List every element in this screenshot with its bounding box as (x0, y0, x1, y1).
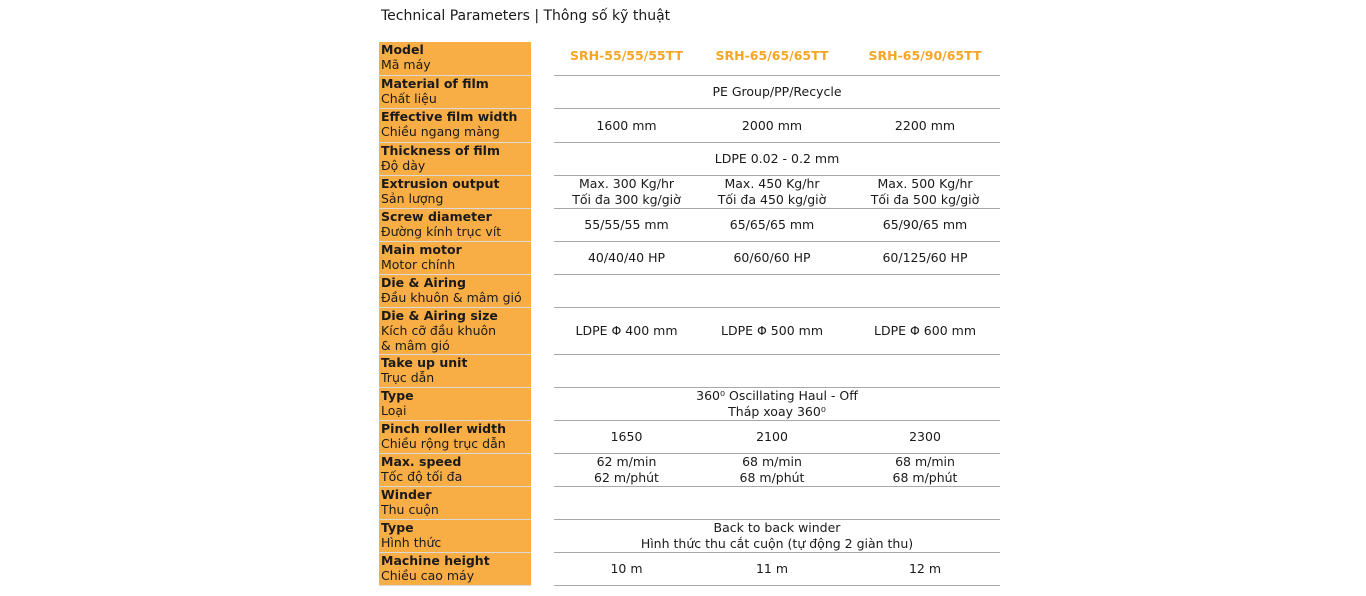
label-en: Max. speed (381, 454, 462, 469)
spec-row-motor (379, 242, 1000, 275)
label-en: Type (381, 520, 414, 535)
value-area (554, 308, 1000, 355)
value-cell: 68 m/min 68 m/phút (892, 454, 958, 485)
value-cell: 2300 (909, 429, 941, 444)
value-area (554, 143, 1000, 176)
value-area (554, 355, 1000, 388)
spec-row-screw (379, 209, 1000, 242)
spec-row-material (379, 76, 1000, 109)
value-cell: Max. 300 Kg/hr Tối đa 300 kg/giờ (572, 176, 681, 207)
label-cell (379, 355, 531, 388)
label-cell (379, 388, 531, 421)
spec-row-pinch-roller (379, 421, 1000, 454)
label-en: Die & Airing (381, 275, 466, 290)
label-vi: Đầu khuôn & mâm gió (381, 290, 522, 305)
label-vi: Độ dày (381, 158, 426, 173)
model-name: SRH-55/55/55TT (570, 48, 683, 63)
label-cell (379, 275, 531, 308)
span-value: PE Group/PP/Recycle (712, 84, 842, 99)
spec-row-machine-height (379, 553, 1000, 586)
value-cell: 60/125/60 HP (882, 250, 968, 265)
spec-row-die-airing (379, 275, 1000, 308)
spec-row-max-speed (379, 454, 1000, 487)
label-cell (379, 553, 531, 586)
label-cell (379, 143, 531, 176)
value-cell: 1650 (610, 429, 643, 444)
spec-row-haul-type (379, 388, 1000, 421)
value-cell: LDPE Φ 400 mm (575, 323, 678, 338)
label-en: Take up unit (381, 355, 468, 370)
label-en: Thickness of film (381, 143, 500, 158)
value-area (554, 454, 1000, 487)
value-area (554, 109, 1000, 143)
label-en: Material of film (381, 76, 489, 91)
label-vi: Đường kính trục vít (381, 224, 502, 239)
label-vi: Chiều rộng trục dẫn (381, 436, 506, 451)
label-cell (379, 520, 531, 553)
value-cell: 65/90/65 mm (882, 217, 968, 232)
value-cell: 55/55/55 mm (584, 217, 669, 232)
spec-row-thickness (379, 143, 1000, 176)
label-cell (379, 209, 531, 242)
label-en: Model (381, 42, 424, 57)
value-area (554, 176, 1000, 209)
label-en: Machine height (381, 553, 490, 568)
label-vi: Chất liệu (381, 91, 437, 106)
label-en: Screw diameter (381, 209, 492, 224)
value-cell: 65/65/65 mm (729, 217, 815, 232)
label-cell (379, 42, 531, 76)
value-cell: 62 m/min 62 m/phút (594, 454, 659, 485)
label-vi: Mã máy (381, 57, 431, 72)
value-area (554, 520, 1000, 553)
label-vi: Tốc độ tối đa (381, 469, 463, 484)
value-area (554, 209, 1000, 242)
label-en: Main motor (381, 242, 462, 257)
value-cell: 2200 mm (894, 117, 956, 133)
value-cell: Max. 450 Kg/hr Tối đa 450 kg/giờ (717, 176, 827, 207)
value-area (554, 275, 1000, 308)
label-cell (379, 454, 531, 487)
label-vi: Hình thức (381, 535, 442, 550)
label-vi: Trục dẫn (381, 370, 435, 385)
label-vi: Loại (381, 403, 407, 418)
spec-row-die-size (379, 308, 1000, 355)
label-en: Effective film width (381, 109, 518, 124)
span-value: Back to back winder Hình thức thu cắt cuộn (tự động 2 giàn thu) (640, 520, 914, 551)
value-cell: 10 m (610, 561, 643, 576)
label-vi: Thu cuộn (381, 502, 439, 517)
spec-row-winder (379, 487, 1000, 520)
label-en: Pinch roller width (381, 421, 506, 436)
label-cell (379, 421, 531, 454)
value-cell: 12 m (908, 561, 942, 576)
spec-table (379, 42, 1000, 586)
spec-row-winder-type (379, 520, 1000, 553)
label-cell (379, 242, 531, 275)
value-area (554, 388, 1000, 421)
value-cell: Max. 500 Kg/hr Tối đa 500 kg/giờ (870, 176, 980, 207)
span-value: 360⁰ Oscillating Haul - Off Tháp xoay 360⁰ (696, 388, 858, 419)
value-cell: 40/40/40 HP (587, 250, 666, 265)
value-cell: 2000 mm (741, 117, 803, 133)
value-cell: 68 m/min 68 m/phút (739, 454, 805, 485)
label-cell (379, 487, 531, 520)
label-en: Die & Airing size (381, 308, 498, 323)
value-cell: 1600 mm (596, 117, 657, 133)
spec-row-take-up (379, 355, 1000, 388)
spec-row-output (379, 176, 1000, 209)
value-area (554, 242, 1000, 275)
value-cell: 60/60/60 HP (733, 250, 811, 265)
value-area (554, 487, 1000, 520)
label-vi: Sản lượng (381, 191, 444, 206)
value-cell: 11 m (755, 561, 789, 576)
label-en: Extrusion output (381, 176, 500, 191)
value-area (554, 421, 1000, 454)
label-cell (379, 308, 531, 355)
model-name: SRH-65/90/65TT (868, 48, 982, 63)
label-en: Winder (381, 487, 432, 502)
page-title: Technical Parameters | Thông số kỹ thuật (381, 8, 671, 24)
label-vi: Kích cỡ đầu khuôn & mâm gió (381, 323, 497, 353)
label-en: Type (381, 388, 414, 403)
label-cell (379, 176, 531, 209)
label-vi: Motor chính (381, 257, 456, 272)
value-area (554, 76, 1000, 109)
value-cell: 2100 (756, 429, 788, 444)
header-row (379, 42, 1000, 76)
label-vi: Chiều ngang màng (381, 124, 500, 139)
span-value: LDPE 0.02 - 0.2 mm (714, 151, 840, 166)
value-cell: LDPE Φ 500 mm (721, 323, 823, 338)
spec-row-film-width (379, 109, 1000, 143)
label-cell (379, 109, 531, 143)
value-cell: LDPE Φ 600 mm (874, 323, 976, 338)
label-vi: Chiều cao máy (381, 568, 475, 583)
label-cell (379, 76, 531, 109)
value-area (554, 553, 1000, 586)
model-name: SRH-65/65/65TT (715, 48, 829, 63)
value-area (554, 42, 1000, 76)
